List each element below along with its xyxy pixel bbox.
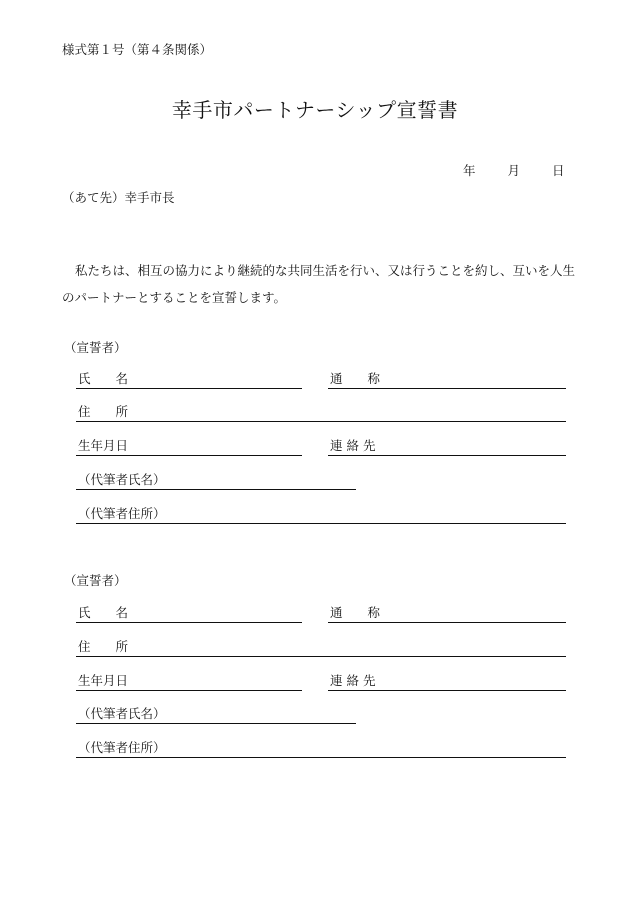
pledger-2-heading: （宣誓者） — [64, 573, 127, 588]
proxy-address-label: （代筆者住所） — [78, 506, 166, 521]
document-title: 幸手市パートナーシップ宣誓書 — [171, 98, 459, 122]
pledger-2-contact-field[interactable] — [328, 674, 566, 691]
addressee: （あて先）幸手市長 — [62, 190, 175, 205]
alias-label: 通 称 — [330, 371, 381, 386]
pledger-2-birthdate-field[interactable] — [76, 674, 302, 691]
pledge-statement: 私たちは、相互の協力により継続的な共同生活を行い、又は行うことを約し、互いを人生のパートナーとすることを宣誓します。 — [62, 263, 576, 305]
form-number: 様式第１号（第４条関係） — [62, 42, 213, 57]
pledger-2-proxy-address-field[interactable] — [76, 741, 566, 758]
pledger-1-proxy-address-field[interactable] — [76, 507, 566, 524]
contact-label: 連 絡 先 — [330, 673, 376, 688]
date-day-label: 日 — [552, 163, 565, 178]
date-year-label: 年 — [463, 163, 476, 178]
birthdate-label: 生年月日 — [78, 673, 129, 688]
pledger-2-alias-field[interactable] — [328, 606, 566, 623]
proxy-address-label: （代筆者住所） — [78, 740, 166, 755]
pledger-1-address-field[interactable] — [76, 405, 566, 422]
pledger-2-address-field[interactable] — [76, 640, 566, 657]
pledger-1-birthdate-field[interactable] — [76, 439, 302, 456]
proxy-name-label: （代筆者氏名） — [78, 472, 166, 487]
contact-label: 連 絡 先 — [330, 438, 376, 453]
proxy-name-label: （代筆者氏名） — [78, 706, 166, 721]
name-label: 氏 名 — [78, 605, 129, 620]
pledger-1-alias-field[interactable] — [328, 372, 566, 389]
pledger-2-name-field[interactable] — [76, 606, 302, 623]
pledger-1-heading: （宣誓者） — [64, 340, 127, 355]
pledger-1-proxy-name-field[interactable] — [76, 473, 356, 490]
date-month-label: 月 — [507, 163, 521, 178]
date-line — [463, 163, 565, 179]
pledger-1-contact-field[interactable] — [328, 439, 566, 456]
address-label: 住 所 — [78, 404, 129, 419]
birthdate-label: 生年月日 — [78, 438, 129, 453]
name-label: 氏 名 — [78, 371, 129, 386]
address-label: 住 所 — [78, 639, 129, 654]
alias-label: 通 称 — [330, 605, 381, 620]
pledger-2-proxy-name-field[interactable] — [76, 707, 356, 724]
pledger-1-name-field[interactable] — [76, 372, 302, 389]
